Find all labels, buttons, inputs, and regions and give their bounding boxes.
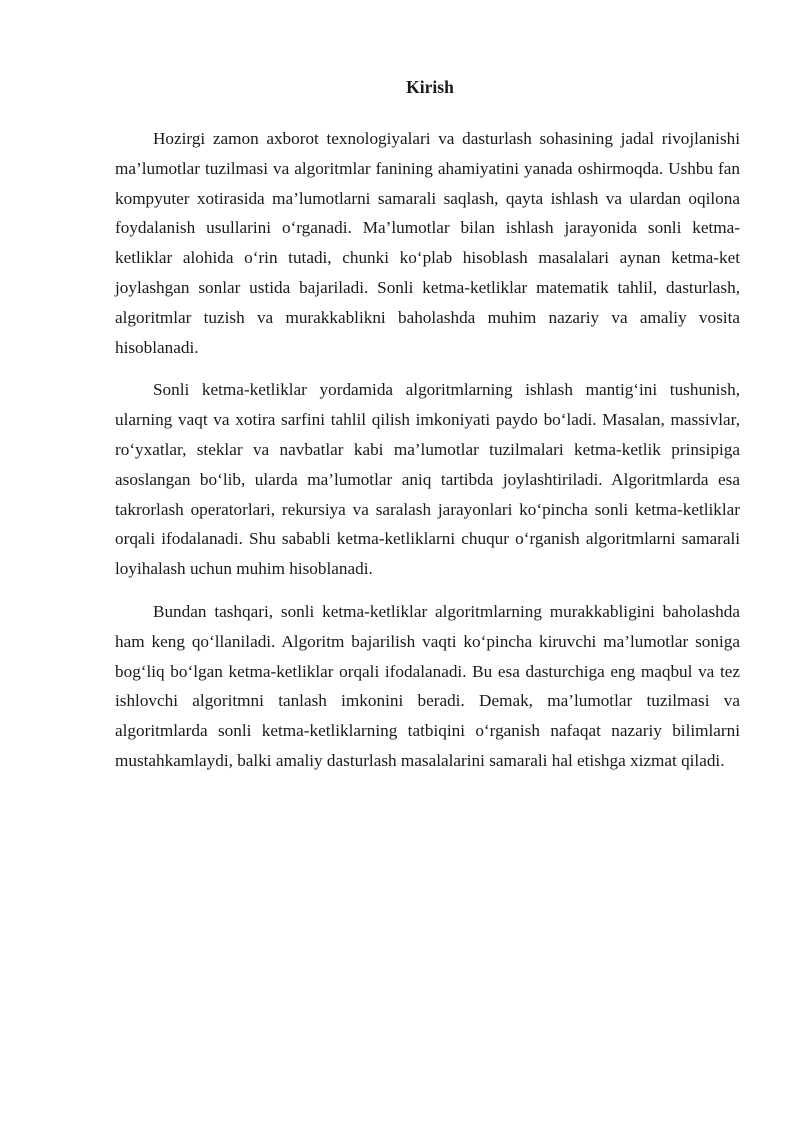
document-body bbox=[115, 124, 740, 789]
paragraph-3: Bundan tashqari, sonli ketma-ketliklar algoritmlarning murakkabligini baholashda ham keng qo‘llaniladi. Algoritm bajarilish vaqti ko‘pincha kiruvchi ma’lumotlar soniga bog‘liq bo‘lgan ketma-ketliklar orqali ifodalanadi. Bu esa dasturchiga eng maqbul va tez ishlovchi algoritmni tanlash imkonini beradi. Demak, ma’lumotlar tuzilmasi va algoritmlarda sonli ketma-ketliklarning tatbiqini o‘rganish nafaqat nazariy bilimlarni mustahkamlaydi, balki amaliy dasturlash masalalarini samarali hal etishga xizmat qiladi. bbox=[115, 601, 740, 770]
page-title: Kirish bbox=[406, 77, 454, 97]
paragraph-2: Sonli ketma-ketliklar yordamida algoritmlarning ishlash mantig‘ini tushunish, ularning vaqt va xotira sarfini tahlil qilish imkoniyati paydo bo‘ladi. Masalan, massivlar, ro‘yxatlar, steklar va navbatlar kabi ma’lumotlar tuzilmalari ketma-ketlik prinsipiga asoslangan bo‘lib, ularda ma’lumotlar aniq tartibda joylashtiriladi. Algoritmlarda esa takrorlash operatorlari, rekursiya va saralash jarayonlari ko‘pincha sonli ketma-ketliklar orqali ifodalanadi. Shu sababli ketma-ketliklarni chuqur o‘rganish algoritmlarni samarali loyihalash uchun muhim hisoblanadi. bbox=[115, 380, 740, 579]
paragraph-1: Hozirgi zamon axborot texnologiyalari va dasturlash sohasining jadal rivojlanishi ma’lumotlar tuzilmasi va algoritmlar fanining ahamiyatini yanada oshirmoqda. Ushbu fan kompyuter xotirasida ma’lumotlarni samarali saqlash, qayta ishlash va ulardan oqilona foydalanish usullarini o‘rganadi. Ma’lumotlar bilan ishlash jarayonida sonli ketma-ketliklar alohida o‘rin tutadi, chunki ko‘plab hisoblash masalalari aynan ketma-ket joylashgan sonlar ustida bajariladi. Sonli ketma-ketliklar matematik tahlil, dasturlash, algoritmlar tuzish va murakkablikni baholashda muhim nazariy va amaliy vosita hisoblanadi. bbox=[115, 129, 740, 357]
